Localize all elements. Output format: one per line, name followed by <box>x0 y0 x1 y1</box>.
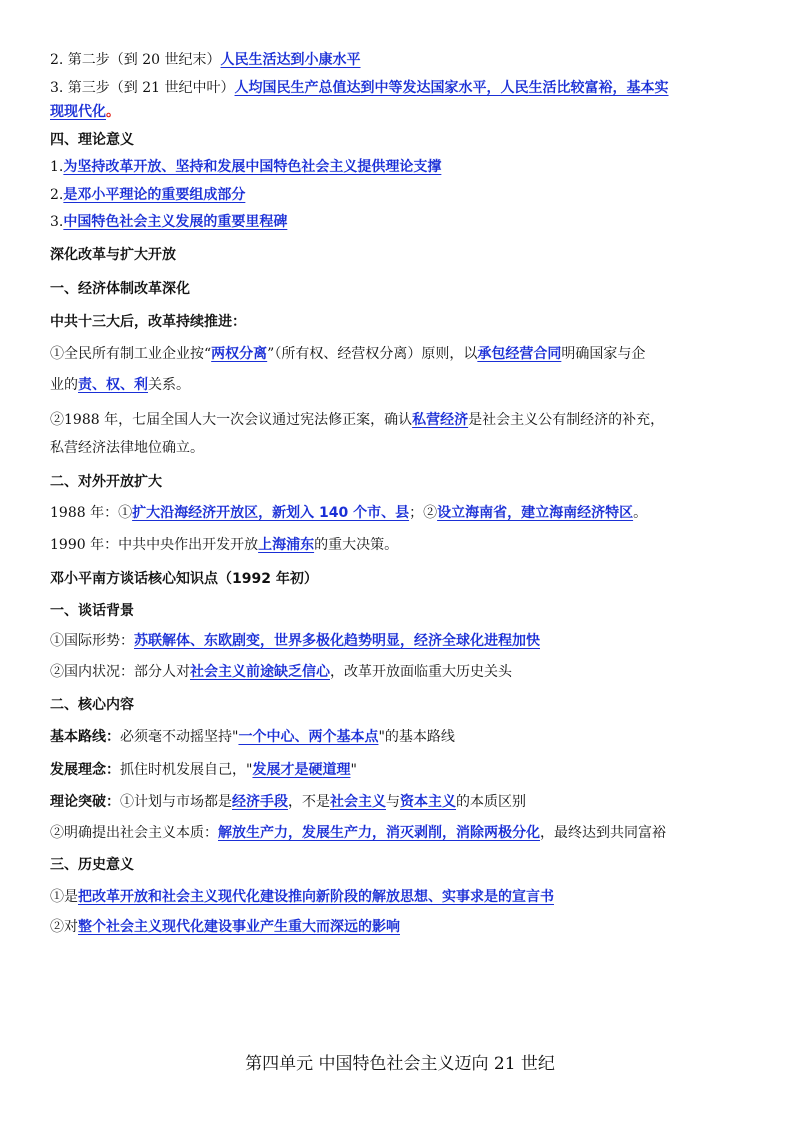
heading-theory-significance: 四、理论意义 <box>50 132 134 148</box>
step-two-line: 2. 第二步（到 20 世纪末）人民生活达到小康水平 <box>50 52 361 68</box>
highlight-step-three: 人均国民生产总值达到中等发达国家水平，人民生活比较富裕，基本实 <box>234 80 669 96</box>
section-title-southern-talks: 邓小平南方谈话核心知识点（1992 年初） <box>50 571 318 587</box>
reform-item-2-cont: 私营经济法律地位确立。 <box>50 440 204 456</box>
core-basic-line: 基本路线：必须毫不动摇坚持"一个中心、两个基本点"的基本路线 <box>50 729 455 745</box>
step-three-continued: 现现代化。 <box>50 104 120 120</box>
heading-after-13th-congress: 中共十三大后，改革持续推进： <box>50 314 246 330</box>
reform-item-1-cont: 业的责、权、利关系。 <box>50 377 190 393</box>
reform-item-1: ①全民所有制工业企业按“两权分离”（所有权、经营权分离）原则，以承包经营合同明确国家与企 <box>50 346 646 362</box>
heading-economic-reform: 一、经济体制改革深化 <box>50 281 190 297</box>
theory-item-1: 1.为坚持改革开放、坚持和发展中国特色社会主义提供理论支撑 <box>50 159 442 175</box>
heading-talk-background: 一、谈话背景 <box>50 603 134 619</box>
opening-1990: 1990 年：中共中央作出开发开放上海浦东的重大决策。 <box>50 537 399 553</box>
background-international: ①国际形势：苏联解体、东欧剧变，世界多极化趋势明显，经济全球化进程加快 <box>50 633 540 649</box>
core-theory-breakthrough: 理论突破：①计划与市场都是经济手段，不是社会主义与资本主义的本质区别 <box>50 794 526 810</box>
opening-1988: 1988 年：①扩大沿海经济开放区，新划入 140 个市、县；②设立海南省，建立海南经济特区。 <box>50 505 648 521</box>
core-development-concept: 发展理念：抓住时机发展自己，"发展才是硬道理" <box>50 762 357 778</box>
theory-item-2: 2.是邓小平理论的重要组成部分 <box>50 187 246 203</box>
heading-historical-significance: 三、历史意义 <box>50 857 134 873</box>
reform-item-2: ②1988 年，七届全国人大一次会议通过宪法修正案，确认私营经济是社会主义公有制经济的补充， <box>50 412 665 428</box>
heading-opening-up: 二、对外开放扩大 <box>50 474 162 490</box>
significance-item-2: ②对整个社会主义现代化建设事业产生重大而深远的影响 <box>50 919 400 935</box>
step-three-line: 3. 第三步（到 21 世纪中叶）人均国民生产总值达到中等发达国家水平，人民生活比较富裕，基本实 <box>50 80 669 96</box>
page-footer: 第四单元 中国特色社会主义迈向 21 世纪 <box>245 1054 555 1074</box>
highlight-xiaokang: 人民生活达到小康水平 <box>220 52 361 68</box>
core-socialism-essence: ②明确提出社会主义本质：解放生产力，发展生产力，消灭剥削，消除两极分化，最终达到共同富裕 <box>50 825 666 841</box>
significance-item-1: ①是把改革开放和社会主义现代化建设推向新阶段的解放思想、实事求是的宣言书 <box>50 889 554 905</box>
section-title-reform: 深化改革与扩大开放 <box>50 247 176 263</box>
theory-item-3: 3.中国特色社会主义发展的重要里程碑 <box>50 214 288 230</box>
heading-core-content: 二、核心内容 <box>50 697 134 713</box>
background-domestic: ②国内状况：部分人对社会主义前途缺乏信心，改革开放面临重大历史关头 <box>50 664 512 680</box>
